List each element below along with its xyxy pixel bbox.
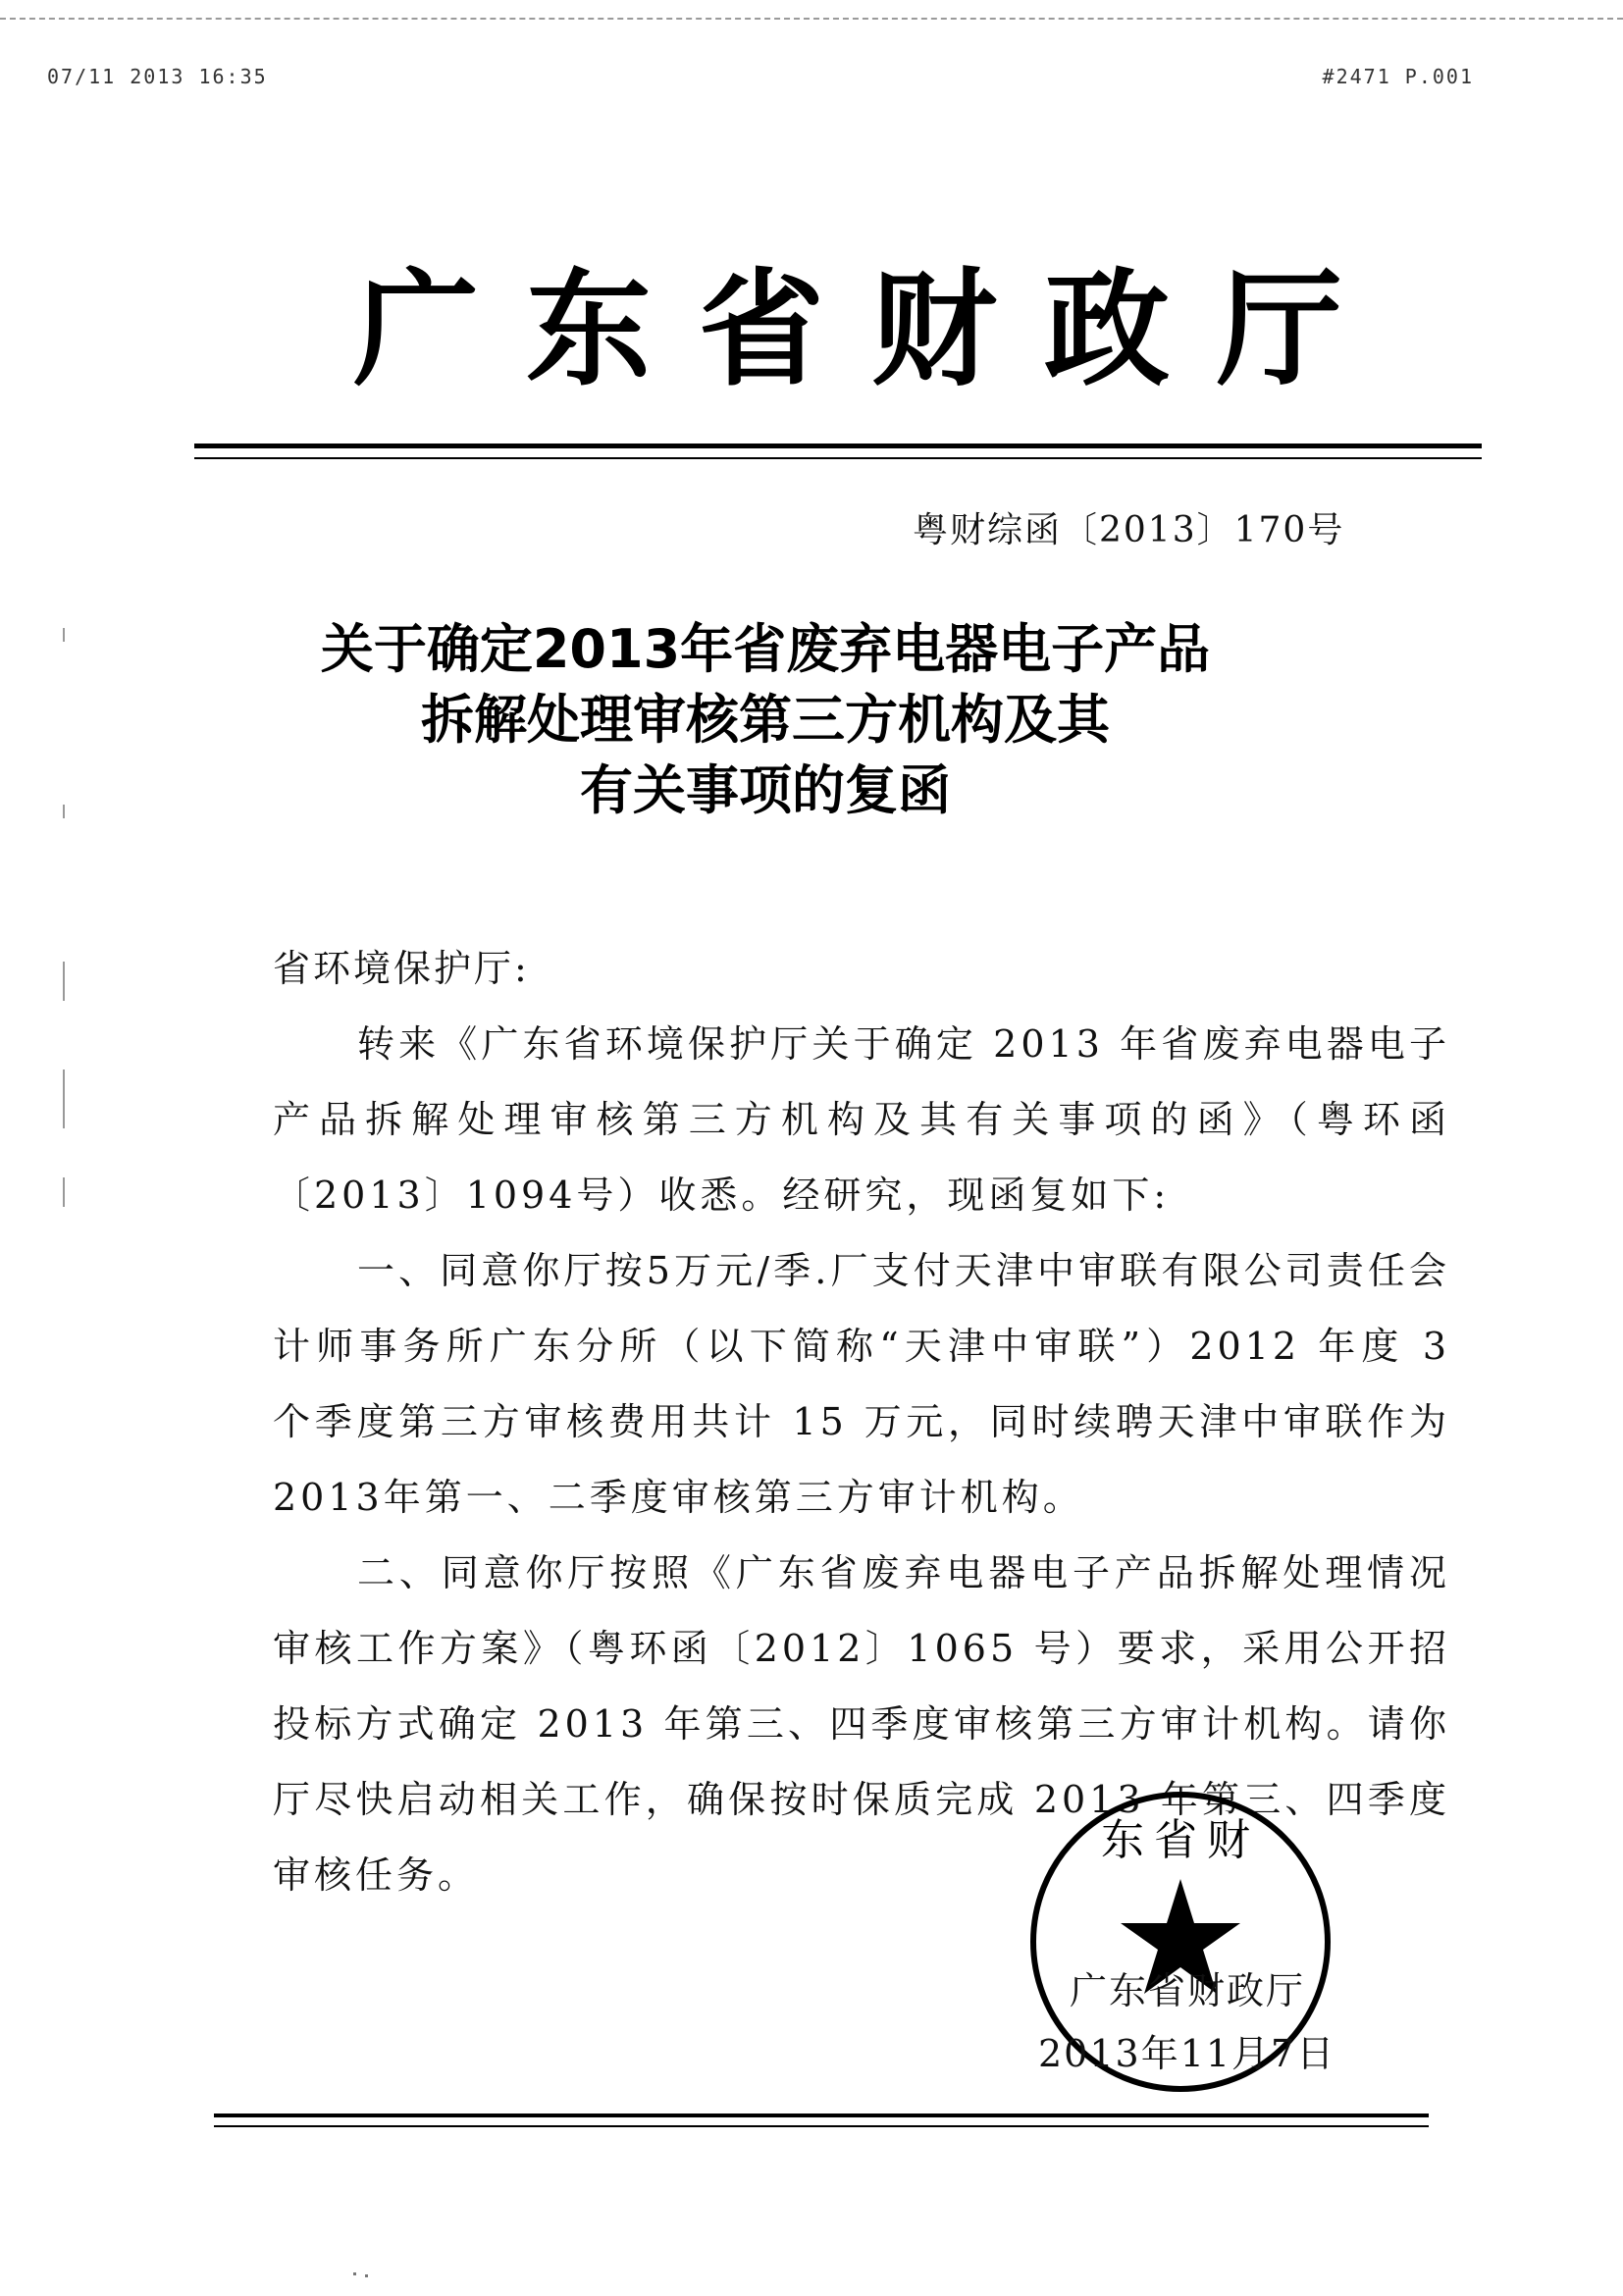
body-paragraph: 转来《广东省环境保护厅关于确定 2013 年省废弃电器电子产品拆解处理审核第三方机构及其有关事项的函》（粤环函〔2013〕1094号）收悉。经研究，现函复如下: (273, 1022, 1450, 1217)
svg-text:东省财: 东省财 (1101, 1815, 1260, 1865)
scan-margin-mark (63, 628, 65, 642)
fax-timestamp: 07/11 2013 16:35 (47, 65, 268, 88)
footer-rule-thick (214, 2113, 1429, 2117)
title-line: 拆解处理审核第三方机构及其 (421, 689, 1110, 751)
scan-speck (353, 2272, 356, 2275)
scan-margin-mark (63, 962, 65, 1001)
signature-organization: 广东省财政厅 (1070, 1969, 1306, 2012)
title-line: 关于确定2013年省废弃电器电子产品 (320, 618, 1211, 680)
signature-date: 2013年11月7日 (1038, 2032, 1336, 2075)
document-title (196, 614, 1335, 826)
scan-margin-mark (63, 805, 65, 818)
letterhead-rule-thick (194, 444, 1482, 448)
department-letterhead: 广东省财政厅 (353, 256, 1390, 403)
document-number: 粤财综函〔2013〕170号 (913, 510, 1345, 550)
fax-top-dashed-line (0, 18, 1623, 20)
footer-rule-thin (214, 2125, 1429, 2127)
fax-page-id: #2471 P.001 (1322, 65, 1474, 88)
letter-body (273, 1007, 1450, 1913)
letterhead-rule-thin (194, 457, 1482, 459)
scan-margin-mark (63, 1177, 65, 1207)
title-line: 有关事项的复函 (580, 759, 951, 821)
salutation: 省环境保护厅: (273, 947, 530, 990)
body-paragraph: 二、同意你厅按照《广东省废弃电器电子产品拆解处理情况审核工作方案》（粤环函〔2012〕1065 号）要求，采用公开招投标方式确定 2013 年第三、四季度审核第三方审计机构。请你厅尽快启动相关工作，确保按时保质完成 2013 年第三、四季度审核任务。 (273, 1551, 1450, 1897)
body-paragraph: 一、同意你厅按5万元/季.厂支付天津中审联有限公司责任会计师事务所广东分所（以下简称“天津中审联”）2012 年度 3 个季度第三方审核费用共计 15 万元，同时续聘天津中审联作为2013年第一、二季度审核第三方审计机构。 (273, 1249, 1450, 1519)
scan-margin-mark (63, 1070, 65, 1128)
scan-speck (365, 2274, 368, 2277)
